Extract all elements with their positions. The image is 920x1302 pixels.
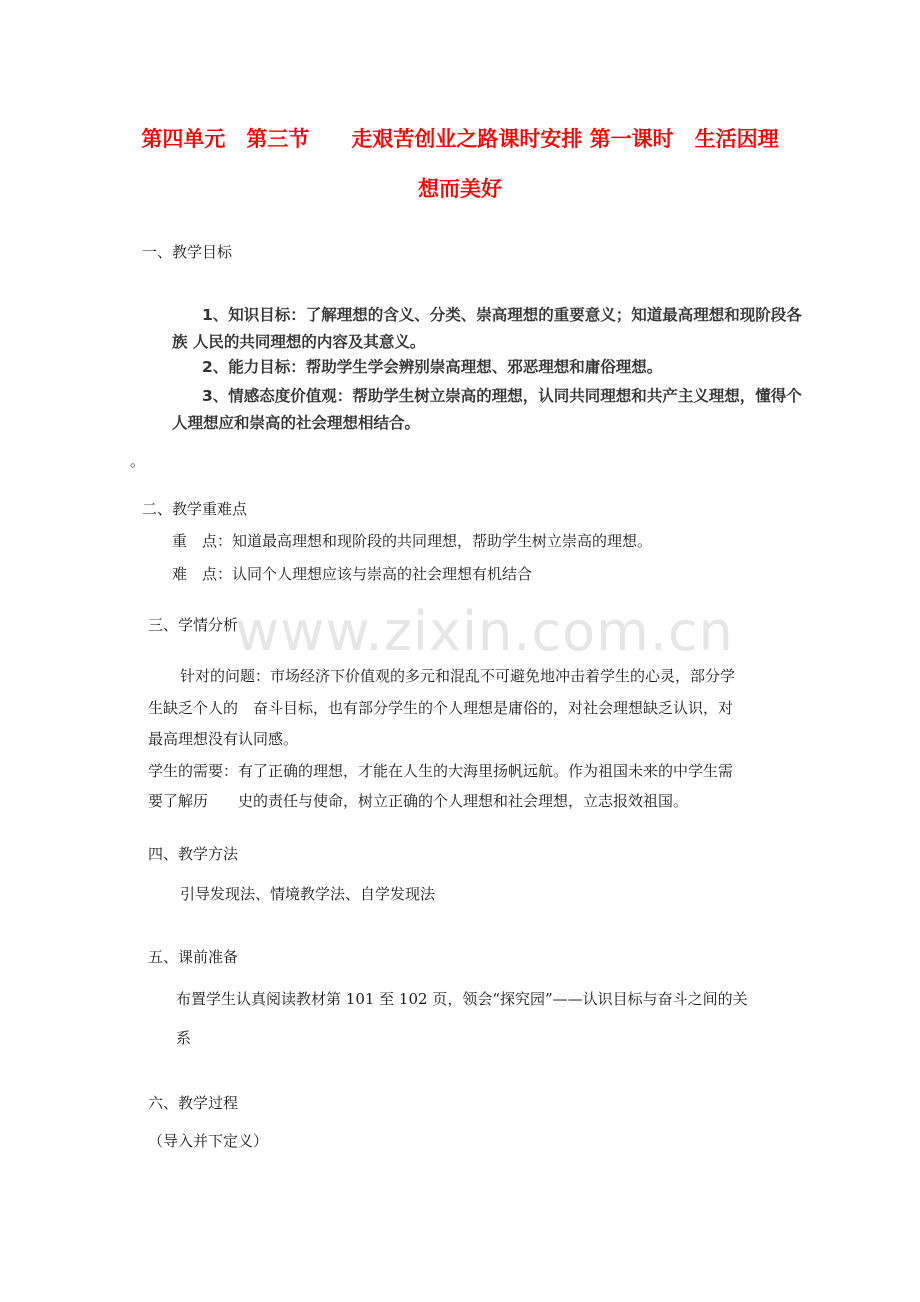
teaching-methods: 引导发现法、情境教学法、自学发现法 — [180, 885, 436, 903]
preparation-line-1: 布置学生认真阅读教材第 101 至 102 页，领会“探究园”——认识目标与奋斗之间的关 — [176, 990, 748, 1008]
analysis-line-2: 生缺乏个人的 奋斗目标，也有部分学生的个人理想是庸俗的，对社会理想缺乏认识，对 — [148, 699, 734, 717]
objective-attitude-continued: 人理想应和崇高的社会理想相结合。 — [172, 414, 421, 432]
objective-attitude: 3、情感态度价值观：帮助学生树立崇高的理想，认同共同理想和共产主义理想，懂得个 — [202, 387, 802, 405]
key-point: 重 点：知道最高理想和现阶段的共同理想，帮助学生树立崇高的理想。 — [172, 532, 653, 550]
stray-period: 。 — [130, 452, 146, 470]
document-title: 第四单元 第三节 走艰苦创业之路课时安排 第一课时 生活因理 — [141, 127, 779, 151]
objective-knowledge-continued: 族 人民的共同理想的内容及其意义。 — [172, 333, 426, 351]
difficult-point: 难 点：认同个人理想应该与崇高的社会理想有机结合 — [172, 565, 533, 583]
analysis-line-5: 要了解历 史的责任与使命，树立正确的个人理想和社会理想，立志报效祖国。 — [148, 792, 689, 810]
process-subheading: （导入并下定义） — [148, 1132, 269, 1150]
objective-knowledge: 1、知识目标：了解理想的含义、分类、崇高理想的重要意义；知道最高理想和现阶段各 — [202, 306, 802, 324]
analysis-line-4: 学生的需要：有了正确的理想，才能在人生的大海里扬帆远航。作为祖国未来的中学生需 — [148, 762, 734, 780]
document-title-continued: 想而美好 — [418, 177, 502, 201]
section-heading-methods: 四、教学方法 — [148, 845, 239, 863]
section-heading-student-analysis: 三、学情分析 — [148, 616, 239, 634]
section-heading-process: 六、教学过程 — [148, 1094, 239, 1112]
analysis-line-3: 最高理想没有认同感。 — [148, 730, 299, 748]
section-heading-key-points: 二、教学重难点 — [142, 500, 248, 518]
objective-ability: 2、能力目标：帮助学生学会辨别崇高理想、邪恶理想和庸俗理想。 — [202, 358, 663, 376]
analysis-line-1: 针对的问题：市场经济下价值观的多元和混乱不可避免地冲击着学生的心灵，部分学 — [180, 667, 736, 685]
section-heading-preparation: 五、课前准备 — [148, 948, 239, 966]
watermark: www.zixin.com.cn — [235, 600, 734, 663]
section-heading-objectives: 一、教学目标 — [142, 243, 233, 261]
preparation-line-2: 系 — [176, 1029, 192, 1047]
